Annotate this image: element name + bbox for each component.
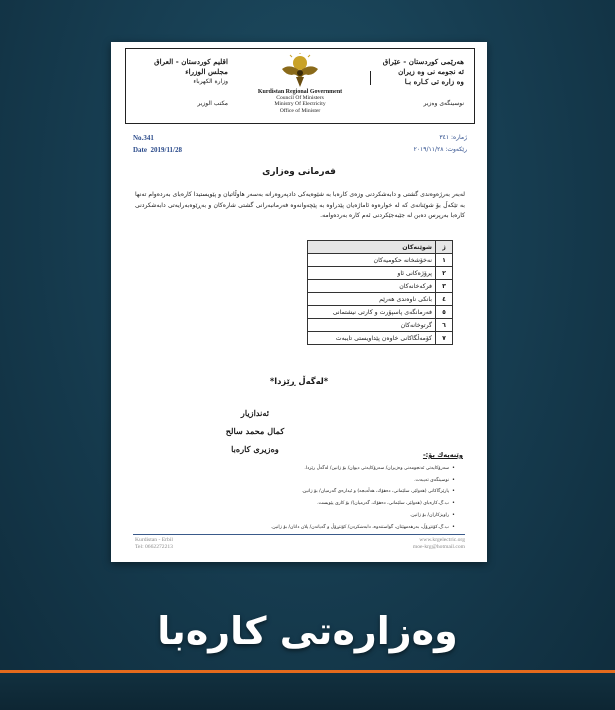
signature-line: كمال محمد سالح [225, 426, 285, 436]
document-page [111, 42, 487, 562]
table-row [308, 306, 453, 319]
list-item: • ب.گ.كاره‌بای (هه‌ولێر، سلێمانی، ده‌هۆك، گه‌رمیان)/ بۆ كاری پێویست. [271, 498, 455, 510]
krg-eagle-emblem-icon [278, 53, 322, 89]
row-number: ٦ [436, 319, 453, 332]
no-label: No. [133, 134, 144, 142]
list-item: • سه‌رۆكایه‌تی ئه‌نجومه‌نی وه‌زیران/ سه‌رۆكایه‌تی دیوان/ بۆ زانین/ له‌گه‌ڵ رێزدا. [271, 463, 455, 475]
row-label: گرتوخانه‌کان [308, 319, 436, 332]
letterhead [125, 48, 475, 124]
letterhead-arabic-line: وزارة الكهرباء [193, 78, 228, 85]
cc-list [271, 463, 461, 533]
row-label: فرکه‌خانه‌کان [308, 280, 436, 293]
document-title: فه‌رمانی وه‌زاری [262, 167, 336, 177]
row-label: کۆمه‌ڵگاکانی خاوه‌ن پێداویستی تایبه‌ت [308, 332, 436, 345]
row-label: فه‌رمانگه‌ی پاسپۆرت و کارتی نیشتمانی [308, 306, 436, 319]
letterhead-arabic-office: مكتب الوزير [197, 100, 228, 107]
row-number: ٤ [436, 293, 453, 306]
kurdish-number: ژماره: ٣٤١ [439, 134, 467, 141]
footer-email: moe-krg@hotmail.com [412, 544, 465, 550]
table-row [308, 332, 453, 345]
cc-title: وێنه‌یه‌ك بۆ:- [422, 451, 463, 459]
letterhead-english-line: Council Of Ministers [276, 95, 324, 102]
footer-city: Kurdistan - Erbil [135, 537, 173, 543]
letterhead-english-line: Ministry Of Electricity [274, 101, 326, 108]
footer-phone: Tel: 0662272213 [135, 544, 173, 550]
table-row [308, 254, 453, 267]
date-label: Date [133, 146, 147, 154]
list-item: • نوسینگه‌ی ته‌یبه‌ت. [271, 475, 455, 487]
signature-line: ئه‌ندازیار [240, 408, 270, 418]
row-number: ٥ [436, 306, 453, 319]
table-header-num: ژ [436, 241, 453, 254]
letterhead-divider [370, 71, 371, 85]
table-row [308, 280, 453, 293]
letterhead-center [250, 53, 350, 114]
footer-website: www.krgelectric.org [419, 537, 465, 543]
table-row [308, 267, 453, 280]
table-header-label: شوێنه‌کان [308, 241, 436, 254]
footer-address [135, 537, 173, 551]
letterhead-kurdish-line: ئه نجومه نی وه زیران [398, 67, 464, 76]
letterhead-english-line: Office of Minister [279, 107, 321, 114]
kurdish-date: رێكه‌وت: ٢٠١٩/١١/٢٨ [413, 146, 467, 153]
list-item: • راویژكاران/ بۆ زانین. [271, 510, 455, 522]
letterhead-english-line: Kurdistan Regional Government [257, 89, 343, 95]
letterhead-kurdish-line: هەرێمی كوردستان - عێراق [382, 57, 464, 66]
row-label: نه‌خۆشخانه‌ حكومیه‌کان [308, 254, 436, 267]
table-row [308, 319, 453, 332]
bottom-strip [0, 673, 615, 710]
footer-contact [413, 537, 465, 551]
row-label: بانکی ناوه‌ندی هه‌رێم [308, 293, 436, 306]
row-label: پرۆژه‌کانی ئاو [308, 267, 436, 280]
row-number: ٧ [436, 332, 453, 345]
footer-divider [133, 534, 465, 535]
document-body: له‌به‌ر به‌رژه‌وه‌ندی گشتی و دابه‌شکردنی وزه‌ی کاره‌با به‌ شێوه‌یه‌کی دادپه‌روه‌رانه‌ به‌سه‌ر هاوڵاتیان و پێویستیدا کاره‌بای به‌رده‌وام ته‌نها به‌ تێکه‌ڵ بۆ شوێنانه‌ی که‌ له‌ خواره‌وه‌ ئاماژه‌یان پێدراوه‌ به‌ پێچه‌وانه‌وه‌ فه‌رمانبه‌رانی گشتی شاره‌کان و به‌ڕێوه‌به‌رایه‌تی دابه‌شکردنی کاره‌با به‌رپرس ده‌بن له‌ جێبه‌جێکردنی ئه‌م کاره‌ به‌رده‌وامه‌. [135, 191, 465, 220]
row-number: ٢ [436, 267, 453, 280]
letterhead-kurdish [372, 57, 464, 109]
signature-line: وه‌زیری كاره‌با [231, 444, 279, 454]
list-item: • ب.گ.کۆنتڕۆڵ، به‌رهه‌مهێنان، گواستنه‌وه، دابه‌شکردن/ کۆنتڕۆڵ و گه‌یاندن/ پلان دانان/ بۆ زانین. [271, 522, 455, 534]
signature-block [195, 404, 315, 458]
reference-number-date [133, 132, 182, 156]
letterhead-arabic-line: مجلس الوزراء [185, 67, 228, 76]
row-number: ١ [436, 254, 453, 267]
reference-kurdish [414, 132, 467, 156]
letterhead-arabic-line: اقليم كوردستان - العراق [154, 57, 228, 66]
letterhead-kurdish-line: وه زاره تی كـاره بـا [404, 77, 464, 86]
table-header-row [308, 241, 453, 254]
letterhead-arabic [136, 57, 228, 109]
date-value: 2019/11/28 [150, 146, 183, 154]
locations-table [307, 240, 453, 345]
no-value: 341 [143, 134, 154, 142]
table-row [308, 293, 453, 306]
regards-text: *له‌گه‌ڵ ڕێزدا* [269, 376, 329, 386]
list-item: • پارێزگاكانی (هه‌ولێر، سلێمانی، ده‌هۆك، هه‌ڵه‌بجه) و ئیداره‌ی گه‌رمیان/ بۆ زانین. [271, 486, 455, 498]
caption-title: وەزارەتی کارەبا [157, 609, 458, 653]
letterhead-kurdish-office: نوسینگه‌ی وه‌زیر [423, 100, 464, 107]
row-number: ٣ [436, 280, 453, 293]
